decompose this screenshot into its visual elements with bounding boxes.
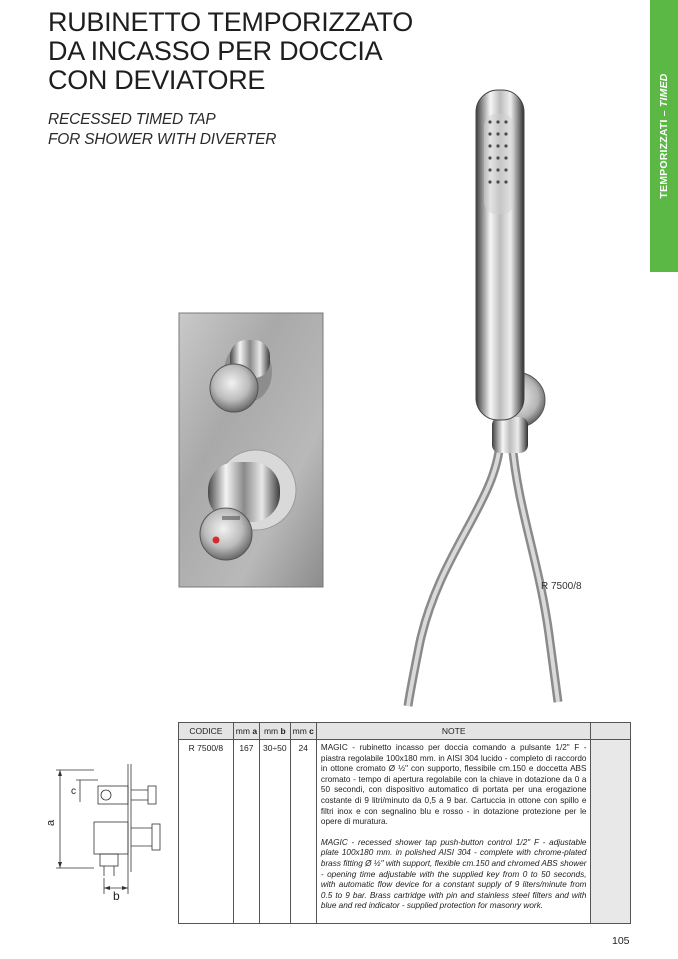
title-line-1: RUBINETTO TEMPORIZZATO bbox=[48, 7, 413, 37]
header-extra bbox=[591, 723, 631, 740]
dimension-c-label: c bbox=[71, 786, 76, 797]
header-c: mm c bbox=[290, 723, 316, 740]
title-line-2: DA INCASSO PER DOCCIA bbox=[48, 36, 383, 66]
page-number: 105 bbox=[612, 935, 630, 947]
spec-table bbox=[178, 722, 631, 924]
dimension-b-label: b bbox=[113, 889, 120, 903]
cell-note bbox=[316, 740, 591, 924]
table-row bbox=[179, 740, 631, 924]
hand-shower-image bbox=[400, 82, 570, 712]
spec-table-header bbox=[179, 723, 631, 740]
header-a: mm a bbox=[233, 723, 259, 740]
category-separator: – bbox=[658, 107, 670, 120]
header-note: NOTE bbox=[316, 723, 591, 740]
cell-c: 24 bbox=[290, 740, 316, 924]
category-label-en: TIMED bbox=[658, 73, 670, 108]
cell-extra bbox=[591, 740, 631, 924]
subtitle-line-2: FOR SHOWER WITH DIVERTER bbox=[48, 131, 277, 148]
dimension-a-label: a bbox=[45, 819, 57, 826]
note-italian: MAGIC - rubinetto incasso per doccia comando a pulsante 1/2" F - piastra regolabile 100x180 mm. in AISI 304 lucido - completo di raccordo in ottone cromato Ø ½" con supporto, flessibile cm.150 e doccetta ABS cromato - tempo di apertura regolabile con la chiave in dotazione da 0 a 50 secondi, con dispositivo automatico di portata per una erogazione costante di 9 litri/minuto da 0,5 a 9 bar. Cartuccia in ottone con spillo e filtri inox e con segnalino blu e rosso - in dotazione protezione per le opere di muratura. bbox=[320, 743, 587, 827]
category-tab-label bbox=[658, 73, 670, 198]
cell-b: 30÷50 bbox=[260, 740, 291, 924]
wall-plate-image bbox=[178, 312, 324, 588]
product-code-label: R 7500/8 bbox=[541, 581, 582, 592]
technical-drawing bbox=[44, 764, 164, 904]
category-label-it: TEMPORIZZATI bbox=[658, 119, 670, 199]
cell-a: 167 bbox=[233, 740, 259, 924]
page-subtitle bbox=[48, 110, 448, 150]
header-codice: CODICE bbox=[179, 723, 234, 740]
subtitle-line-1: RECESSED TIMED TAP bbox=[48, 111, 216, 128]
cell-codice: R 7500/8 bbox=[179, 740, 234, 924]
title-line-3: CON DEVIATORE bbox=[48, 65, 266, 95]
header-b: mm b bbox=[260, 723, 291, 740]
note-english: MAGIC - recessed shower tap push-button control 1/2" F - adjustable plate 100x180 mm. in polished AISI 304 - complete with chrome-plated brass fitting Ø ½" with support, flexible cm.150 and chromed ABS shower - opening time adjustable with the supplied key from 0 to 50 seconds, with automatic flow device for a constant supply of 9 liters/minute from 0.5 to 9 bar. Brass cartridge with pin and stainless steel filters and with blue and red indicator - supplied protection for masonry work. bbox=[320, 837, 587, 911]
